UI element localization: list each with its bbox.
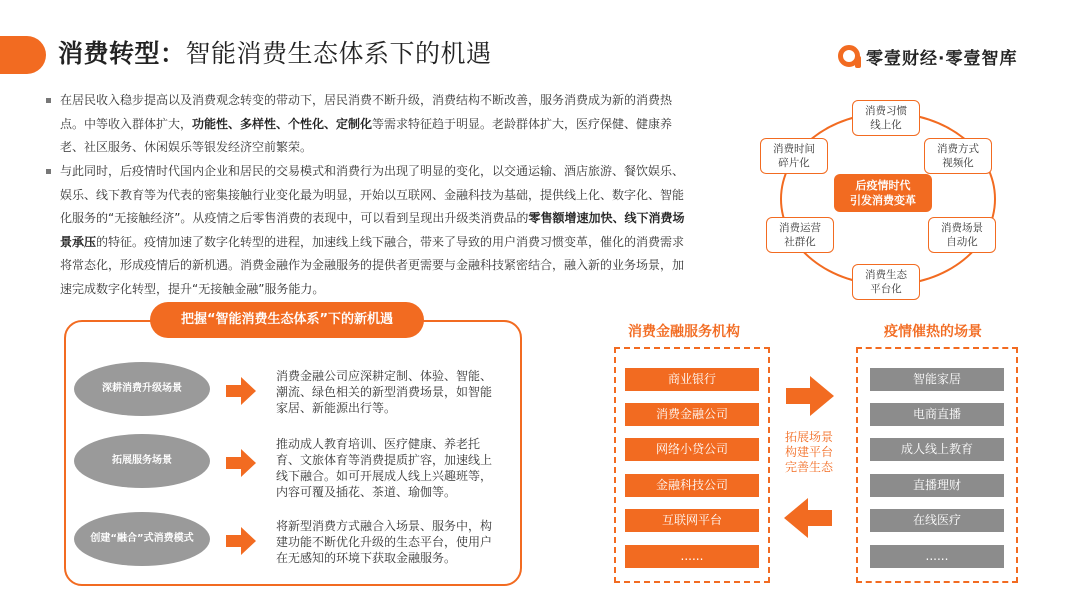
bullet-paragraph-1 (60, 89, 688, 160)
opportunity-desc-1: 消费金融公司应深耕定制、体验、智能、潮流、绿色相关的新型消费场景，如智能家居、新能源出行等。 (276, 369, 493, 415)
institution-item: 互联网平台 (625, 509, 759, 532)
title-accent-bar (0, 36, 46, 74)
institution-item: 网络小贷公司 (625, 438, 759, 461)
arrow-right-icon (226, 526, 256, 556)
opportunity-label-1: 深耕消费升级场景 (74, 362, 210, 416)
bullet-text: 的特征。疫情加速了数字化转型的进程，加速线上线下融合，带来了导致的用户消费习惯变革，催化的消费需求将常态化，形成疫情后的新机遇。消费金融作为金融服务的提供者更需要与金融科技紧密结合，融入新的业务场景，加速完成数字化转型，提升“无接触金融”服务能力。 (60, 234, 685, 296)
cycle-node-operation: 消费运营 社群化 (766, 217, 834, 253)
cycle-node-ecology: 消费生态 平台化 (852, 264, 920, 300)
opportunity-desc-3: 将新型消费方式融合入场景、服务中，构建功能不断优化升级的生态平台，使用户在无感知的环境下获取金融服务。 (276, 519, 493, 565)
cycle-node-time: 消费时间 碎片化 (760, 138, 828, 174)
arrow-right-icon (226, 448, 256, 478)
institution-item: 金融科技公司 (625, 474, 759, 497)
scene-item: 直播理财 (870, 474, 1004, 497)
arrow-right-icon (786, 376, 834, 416)
opportunity-desc-2: 推动成人教育培训、医疗健康、养老托育、文旅体育等消费提质扩容，加速线上线下融合。如可开展成人线上兴趣班等，内容可覆及插花、茶道、瑜伽等。 (276, 437, 493, 499)
scene-item: ...... (870, 545, 1004, 568)
institution-item: 商业银行 (625, 368, 759, 391)
page-title: 消费转型：智能消费生态体系下的机遇 (58, 39, 492, 68)
scene-item: 智能家居 (870, 368, 1004, 391)
scene-item: 成人线上教育 (870, 438, 1004, 461)
institution-item: ...... (625, 545, 759, 568)
bullet-paragraph-2 (60, 160, 688, 301)
opportunities-heading: 把握“智能消费生态体系”下的新机遇 (150, 302, 424, 338)
arrow-right-icon (226, 376, 256, 406)
cycle-node-scene: 消费场景 自动化 (928, 217, 996, 253)
opportunity-label-2: 拓展服务场景 (74, 434, 210, 488)
bullet-text: 在居民收入稳步提高以及消费观念转变的带动下，居民消费不断升级，消费结构不断改善，服务消费成为新的消费热点。中等收入群体扩大， (60, 93, 673, 131)
brand-logo (838, 42, 1017, 70)
scene-item: 电商直播 (870, 403, 1004, 426)
cycle-center: 后疫情时代 引发消费变革 (834, 174, 932, 212)
bullet-text: 等需求特征趋于明显。老龄群体扩大，医疗保健、健康养老、社区服务、休闲娱乐等银发经济空前繁荣。 (60, 116, 673, 154)
bullet-highlight: 零售额增速加快、线下消费场景承压 (60, 211, 685, 249)
cycle-node-method: 消费方式 视频化 (924, 138, 992, 174)
institutions-title: 消费金融服务机构 (628, 324, 740, 340)
bullet-highlight: 功能性、多样性、个性化、定制化 (192, 116, 373, 131)
opportunity-label-3: 创建“融合”式消费模式 (74, 512, 210, 566)
logo-text: 零壹财经·零壹智库 (866, 48, 1018, 69)
logo-icon (838, 45, 860, 67)
arrow-left-icon (784, 498, 832, 538)
cycle-node-habit: 消费习惯 线上化 (852, 100, 920, 136)
strategy-text: 拓展场景 构建平台 完善生态 (784, 430, 833, 474)
scene-item: 在线医疗 (870, 509, 1004, 532)
scenes-title: 疫情催热的场景 (884, 324, 982, 340)
bullet-text: 与此同时，后疫情时代国内企业和居民的交易模式和消费行为出现了明显的变化，以交通运输、酒店旅游、餐饮娱乐、娱乐、线下教育等为代表的密集接触行业变化最为明显，开始以互联网、金融科技为基础，提供线上化、数字化、智能化服务的“无接触经济”。从疫情之后零售消费的表现中，可以看到呈现出升级类消费品的 (60, 164, 685, 225)
institution-item: 消费金融公司 (625, 403, 759, 426)
